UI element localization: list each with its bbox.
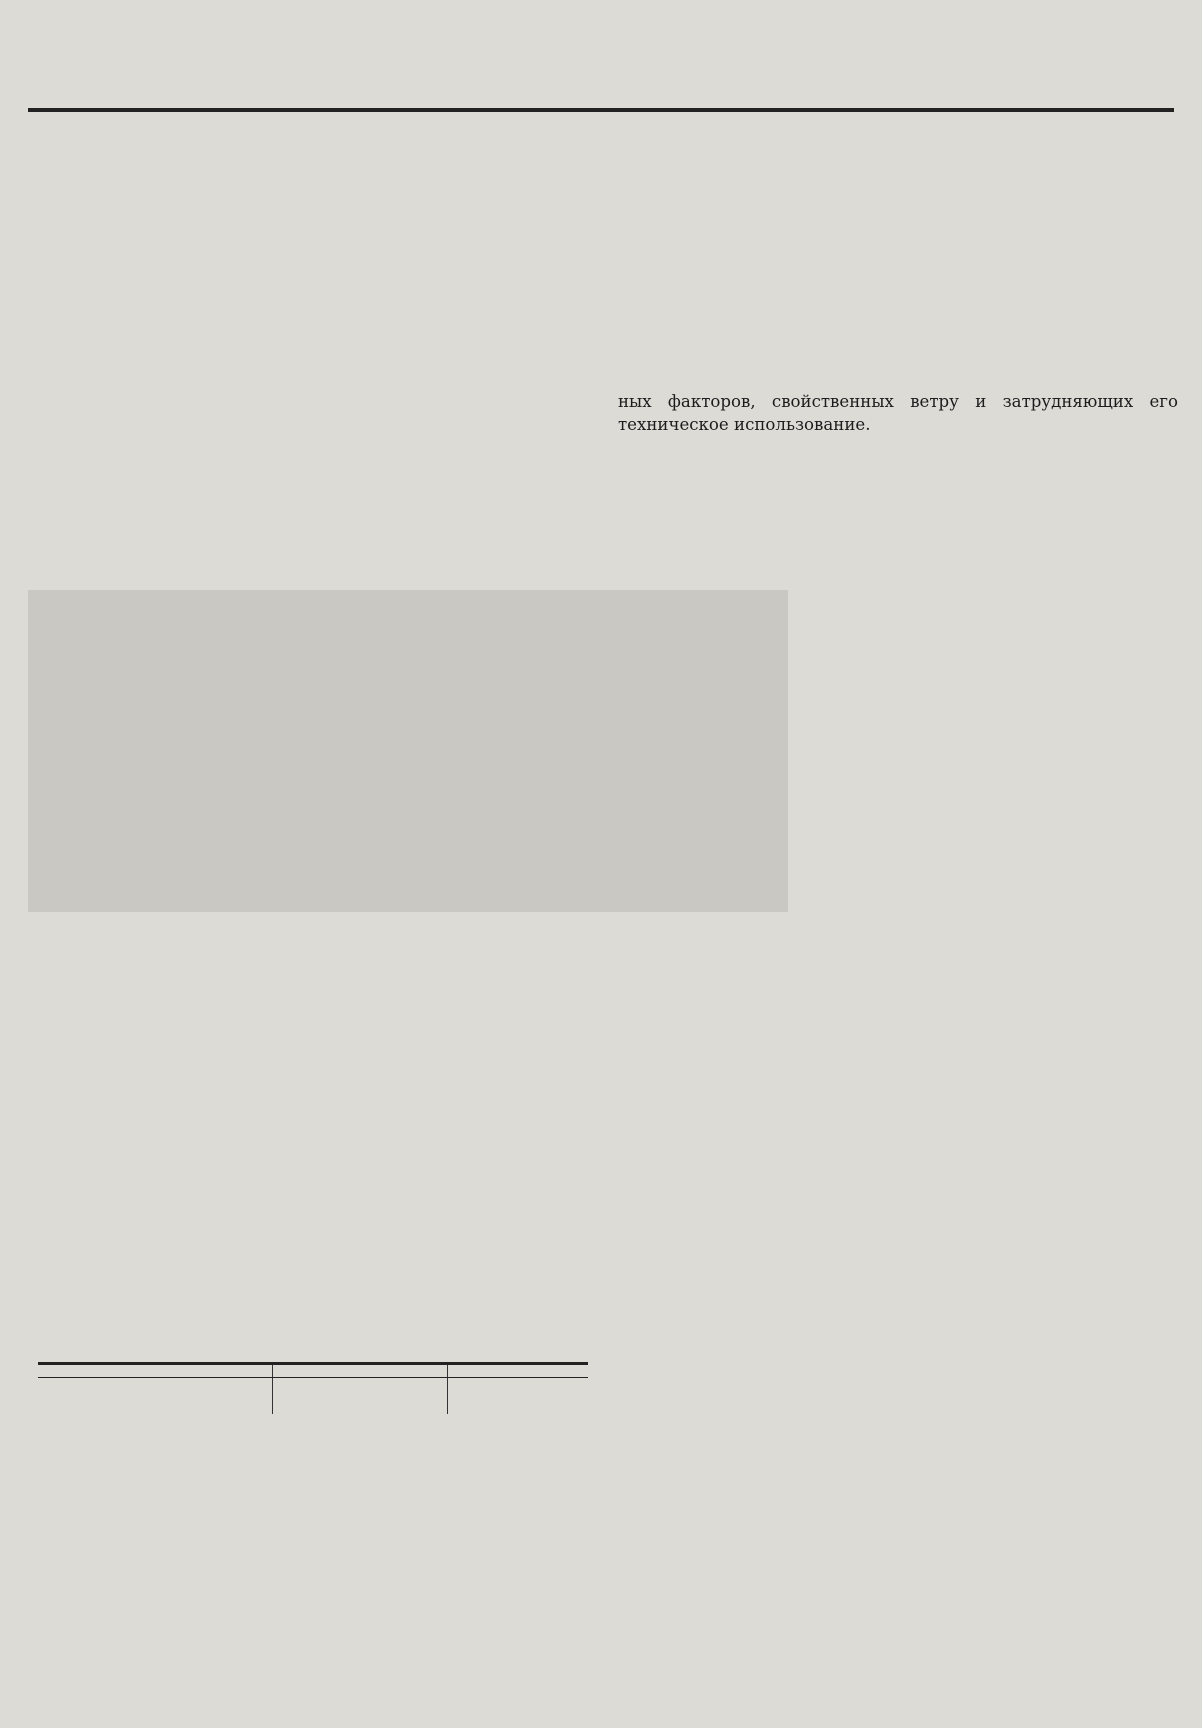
diagram-svg [28,590,788,912]
wind-speed-diagram [28,590,788,912]
col-header [273,1364,448,1378]
paragraph: ных факторов, свойственных ветру и затрудняющих его техническое использование. [618,392,1178,435]
col-header [448,1364,589,1378]
right-column-mid [618,390,1178,460]
right-column-top [786,228,1178,368]
paragraph [786,228,1178,368]
col-header [38,1364,273,1378]
energy-resources-table [38,1362,588,1414]
table-header-row [38,1364,588,1378]
running-header [28,70,1174,112]
